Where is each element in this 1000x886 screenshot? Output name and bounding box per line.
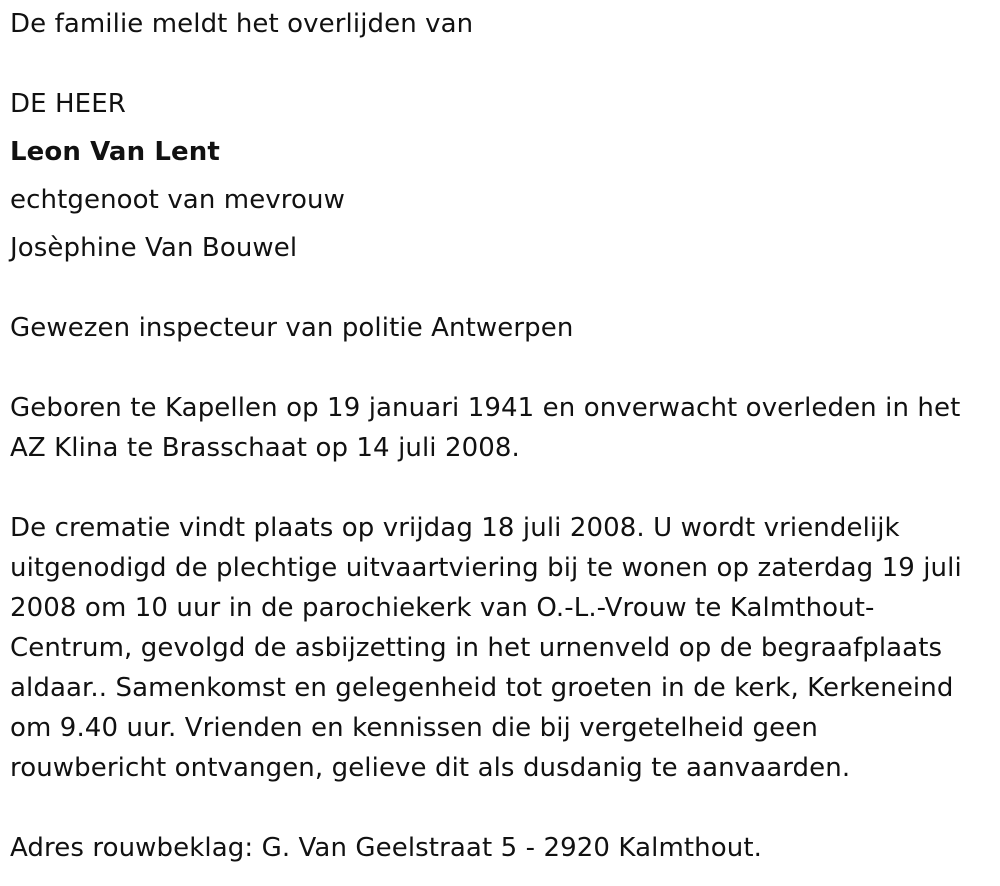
ceremony-line: om 9.40 uur. Vrienden en kennissen die bij vergetelheid geen	[10, 713, 818, 743]
ceremony-line: uitgenodigd de plechtige uitvaartviering bij te wonen op zaterdag 19 juli	[10, 553, 962, 583]
title-prefix: DE HEER	[10, 89, 126, 119]
ceremony-line: rouwbericht ontvangen, gelieve dit als dusdanig te aanvaarden.	[10, 753, 851, 783]
ceremony-paragraph	[10, 508, 990, 788]
birth-death-line: Geboren te Kapellen op 19 januari 1941 en onverwacht overleden in het	[10, 393, 961, 423]
condolence-address: Adres rouwbeklag: G. Van Geelstraat 5 - 2920 Kalmthout.	[10, 833, 762, 863]
spouse-name: Josèphine Van Bouwel	[10, 233, 298, 263]
deceased-name: Leon Van Lent	[10, 137, 220, 167]
spouse-label: echtgenoot van mevrouw	[10, 185, 345, 215]
ceremony-line: aldaar.. Samenkomst en gelegenheid tot groeten in de kerk, Kerkeneind	[10, 673, 954, 703]
ceremony-line: De crematie vindt plaats op vrijdag 18 juli 2008. U wordt vriendelijk	[10, 513, 900, 543]
profession-text: Gewezen inspecteur van politie Antwerpen	[10, 313, 574, 343]
ceremony-line: 2008 om 10 uur in de parochiekerk van O.-L.-Vrouw te Kalmthout-	[10, 593, 875, 623]
birth-death-paragraph	[10, 388, 990, 468]
death-notice	[10, 4, 990, 868]
birth-death-line: AZ Klina te Brasschaat op 14 juli 2008.	[10, 433, 520, 463]
ceremony-line: Centrum, gevolgd de asbijzetting in het urnenveld op de begraafplaats	[10, 633, 943, 663]
intro-text: De familie meldt het overlijden van	[10, 9, 474, 39]
